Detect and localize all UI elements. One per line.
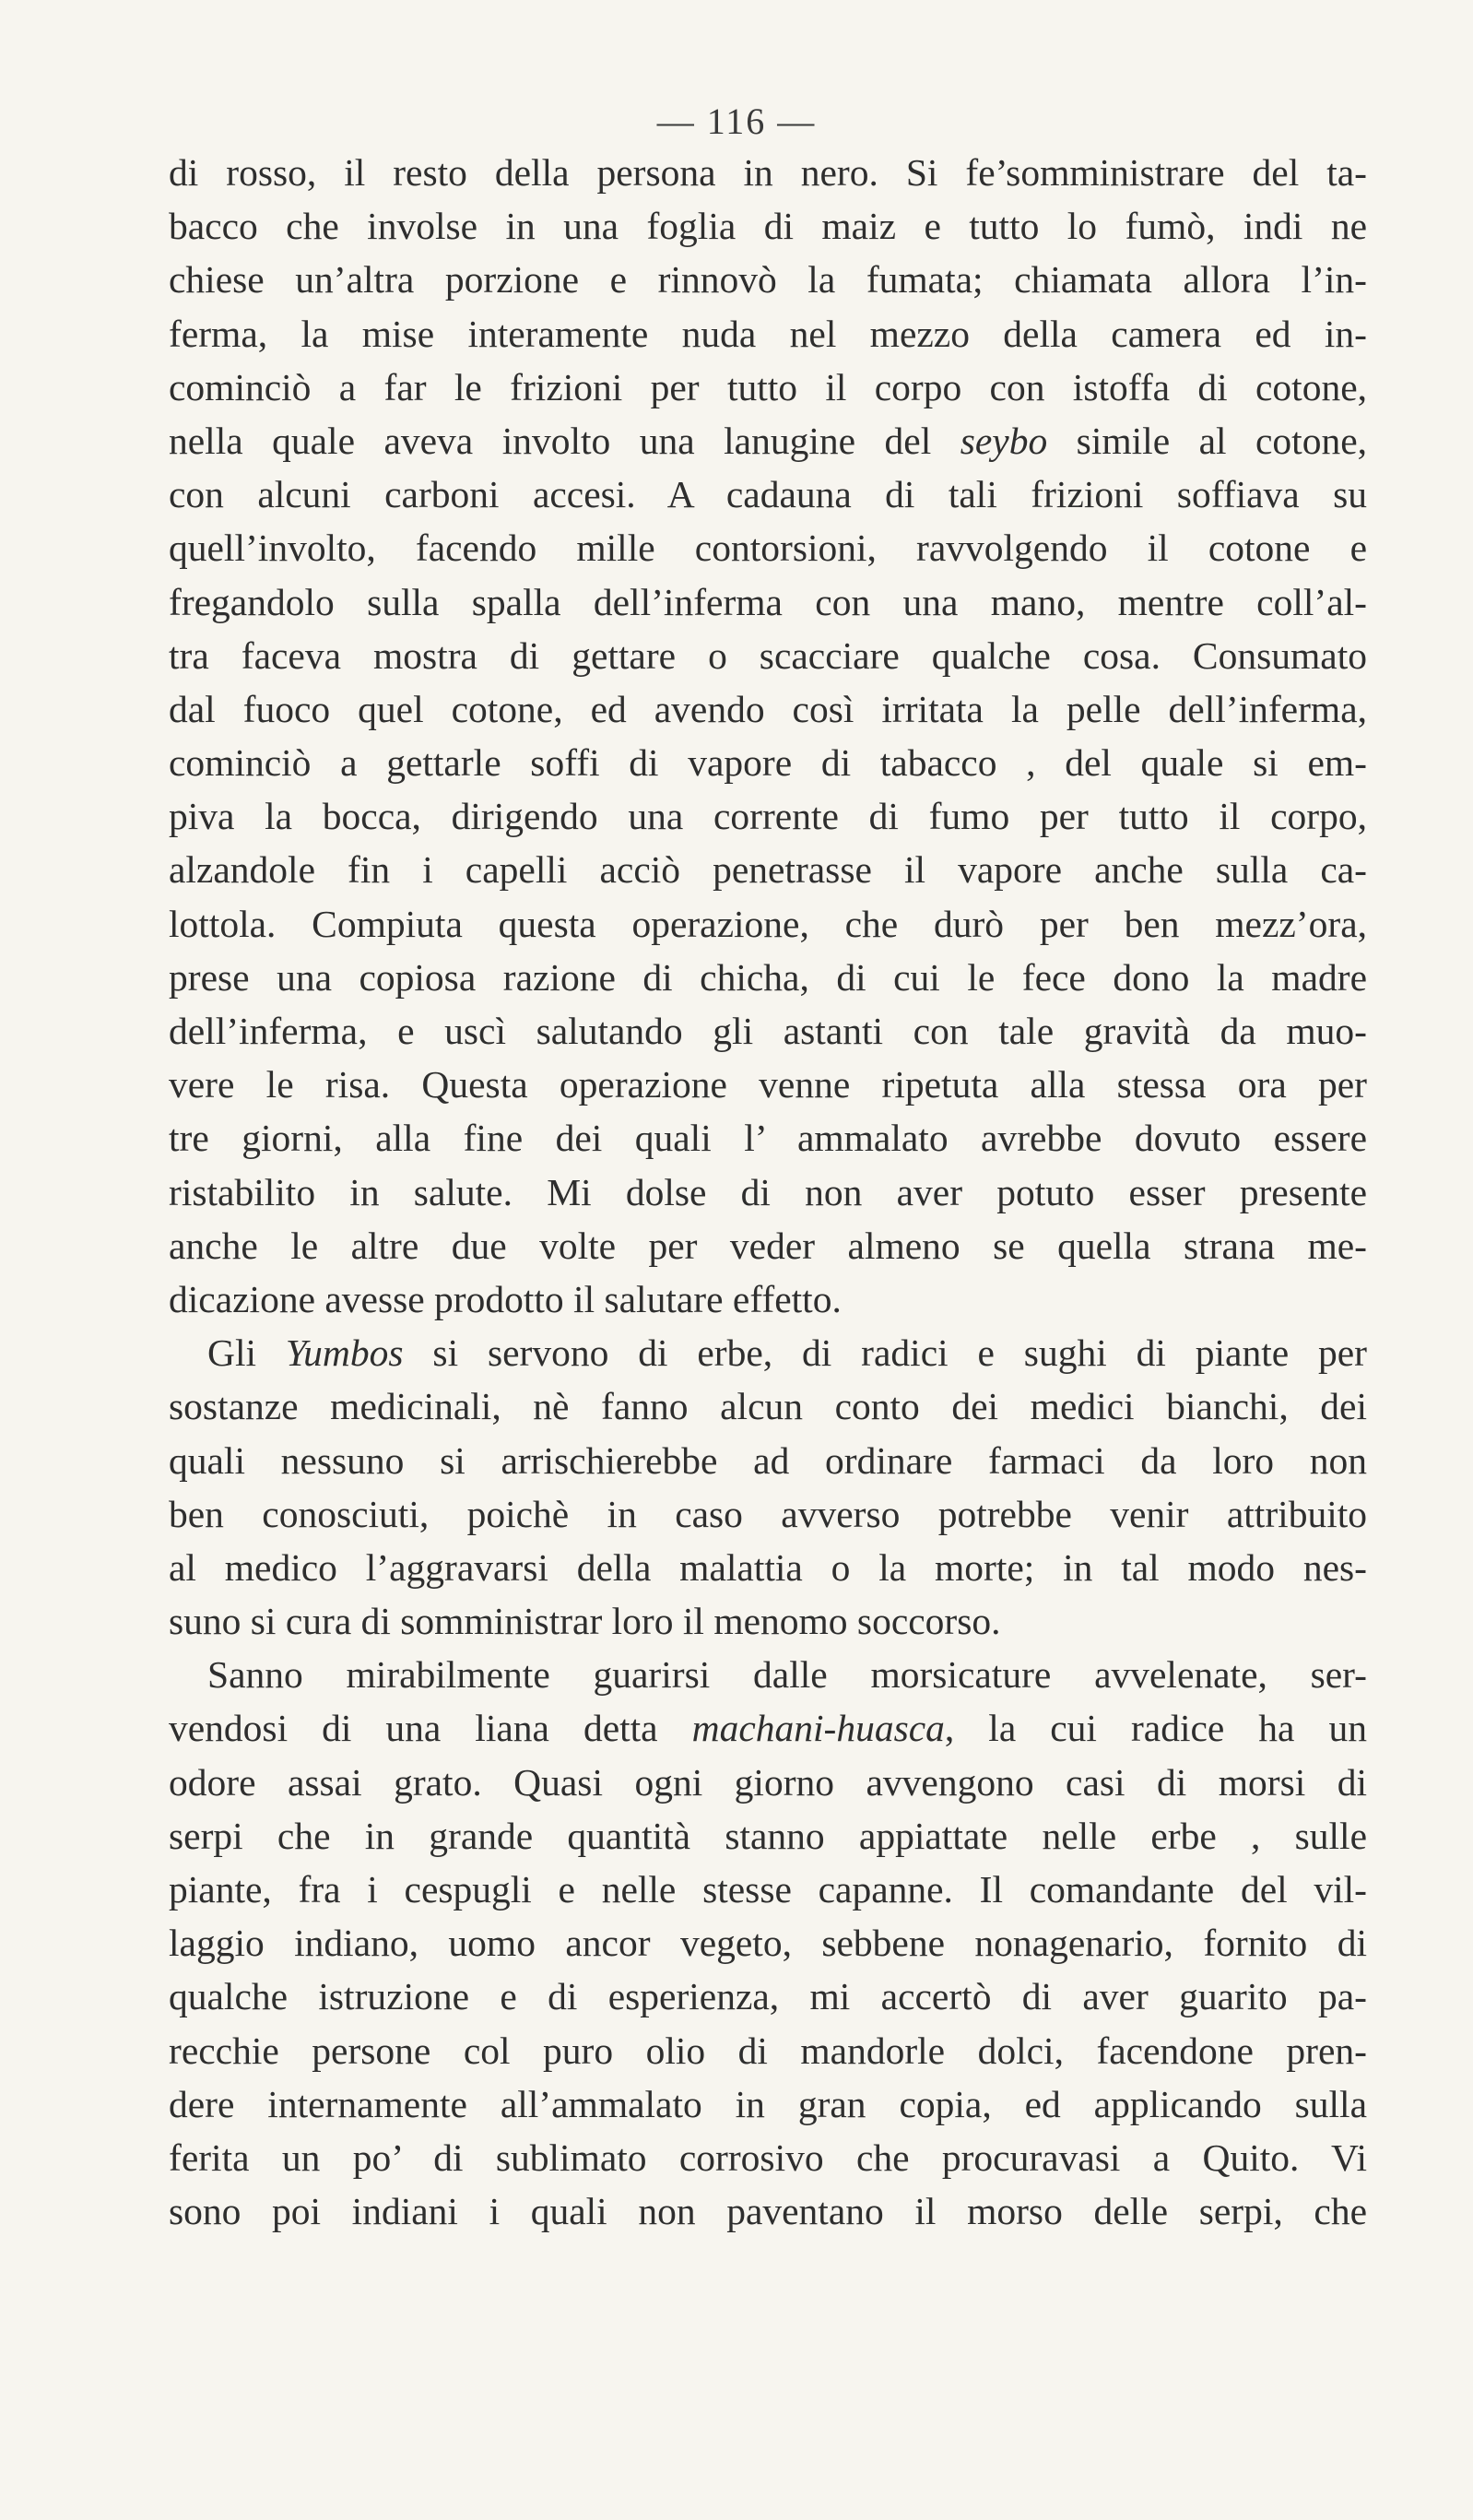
text-line: chiese un’altra porzione e rinnovò la fumata; chiamata allora l’in- (169, 258, 1367, 302)
text-line: anche le altre due volte per veder almeno se quella strana me- (169, 1224, 1367, 1267)
page-number: — 116 — (656, 101, 817, 142)
text-line: tre giorni, alla fine dei quali l’ ammalato avrebbe dovuto essere (169, 1117, 1367, 1160)
text-line: dal fuoco quel cotone, ed avendo così irritata la pelle dell’inferma, (169, 687, 1367, 730)
text-line: piante, fra i cespugli e nelle stesse capanne. Il comandante del vil- (169, 1868, 1367, 1911)
text-line: quali nessuno si arrischierebbe ad ordinare farmaci da loro non (169, 1438, 1367, 1482)
text-line: odore assai grato. Quasi ogni giorno avvengono casi di morsi di (169, 1760, 1367, 1804)
text-line: sono poi indiani i quali non paventano il morso delle serpi, che (169, 2190, 1367, 2233)
paragraph-2 (169, 1326, 1367, 1648)
text-line: cominciò a gettarle soffi di vapore di tabacco , del quale si em- (169, 741, 1367, 785)
text-line: ferma, la mise interamente nuda nel mezzo della camera ed in- (169, 312, 1367, 355)
text-line: recchie persone col puro olio di mandorle dolci, facendone pren- (169, 2029, 1367, 2072)
text-line: piva la bocca, dirigendo una corrente di fumo per tutto il corpo, (169, 795, 1367, 838)
text-line: di rosso, il resto della persona in nero. Si fe’somministrare del ta- (169, 151, 1367, 194)
text-line: cominciò a far le frizioni per tutto il corpo con istoffa di cotone, (169, 365, 1367, 408)
text-line: dicazione avesse prodotto il salutare effetto. (169, 1277, 842, 1320)
text-line: ben conosciuti, poichè in caso avverso potrebbe venir attribuito (169, 1492, 1367, 1535)
text-line: vendosi di una liana detta machani-huasca, la cui radice ha un (169, 1707, 1367, 1750)
text-line: al medico l’aggravarsi della malattia o la morte; in tal modo nes- (169, 1545, 1367, 1589)
paragraph-1 (169, 146, 1367, 1326)
text-line: qualche istruzione e di esperienza, mi accertò di aver guarito pa- (169, 1975, 1367, 2018)
text-line: Gli Yumbos si servono di erbe, di radici e sughi di piante per (207, 1331, 1368, 1375)
text-line: dere internamente all’ammalato in gran copia, ed applicando sulla (169, 2082, 1367, 2125)
text-line: laggio indiano, uomo ancor vegeto, sebbene nonagenario, fornito di (169, 1922, 1367, 1965)
body-text (169, 146, 1367, 2238)
text-line: vere le risa. Questa operazione venne ripetuta alla stessa ora per (169, 1063, 1367, 1106)
text-line: ristabilito in salute. Mi dolse di non aver potuto esser presente (169, 1170, 1367, 1213)
text-line: prese una copiosa razione di chicha, di cui le fece dono la madre (169, 955, 1367, 999)
italic-term: machani-huasca (691, 1707, 945, 1750)
italic-term: seybo (960, 419, 1048, 462)
text-line: serpi che in grande quantità stanno appiattate nelle erbe , sulle (169, 1814, 1367, 1857)
text-line: ferita un po’ di sublimato corrosivo che procuravasi a Quito. Vi (169, 2135, 1367, 2179)
text-line: lottola. Compiuta questa operazione, che durò per ben mezz’ora, (169, 902, 1367, 945)
text-line: sostanze medicinali, nè fanno alcun conto dei medici bianchi, dei (169, 1385, 1367, 1428)
text-line: quell’involto, facendo mille contorsioni, ravvolgendo il cotone e (169, 526, 1367, 570)
text-line: alzandole fin i capelli acciò penetrasse il vapore anche sulla ca- (169, 848, 1367, 892)
text-line: nella quale aveva involto una lanugine del seybo simile al cotone, (169, 419, 1368, 462)
text-line: suno si cura di somministrar loro il menomo soccorso. (169, 1600, 1001, 1643)
paragraph-3 (169, 1648, 1367, 2238)
italic-term: Yumbos (285, 1331, 404, 1375)
text-line: Sanno mirabilmente guarirsi dalle morsicature avvelenate, ser- (207, 1653, 1367, 1697)
text-line: dell’inferma, e uscì salutando gli astanti con tale gravità da muo- (169, 1010, 1367, 1052)
text-line: tra faceva mostra di gettare o scacciare qualche cosa. Consumato (169, 633, 1367, 677)
text-line: fregandolo sulla spalla dell’inferma con una mano, mentre coll’al- (169, 580, 1367, 623)
text-line: con alcuni carboni accesi. A cadauna di tali frizioni soffiava su (169, 473, 1367, 516)
text-line: bacco che involse in una foglia di maiz e tutto lo fumò, indi ne (169, 205, 1367, 248)
